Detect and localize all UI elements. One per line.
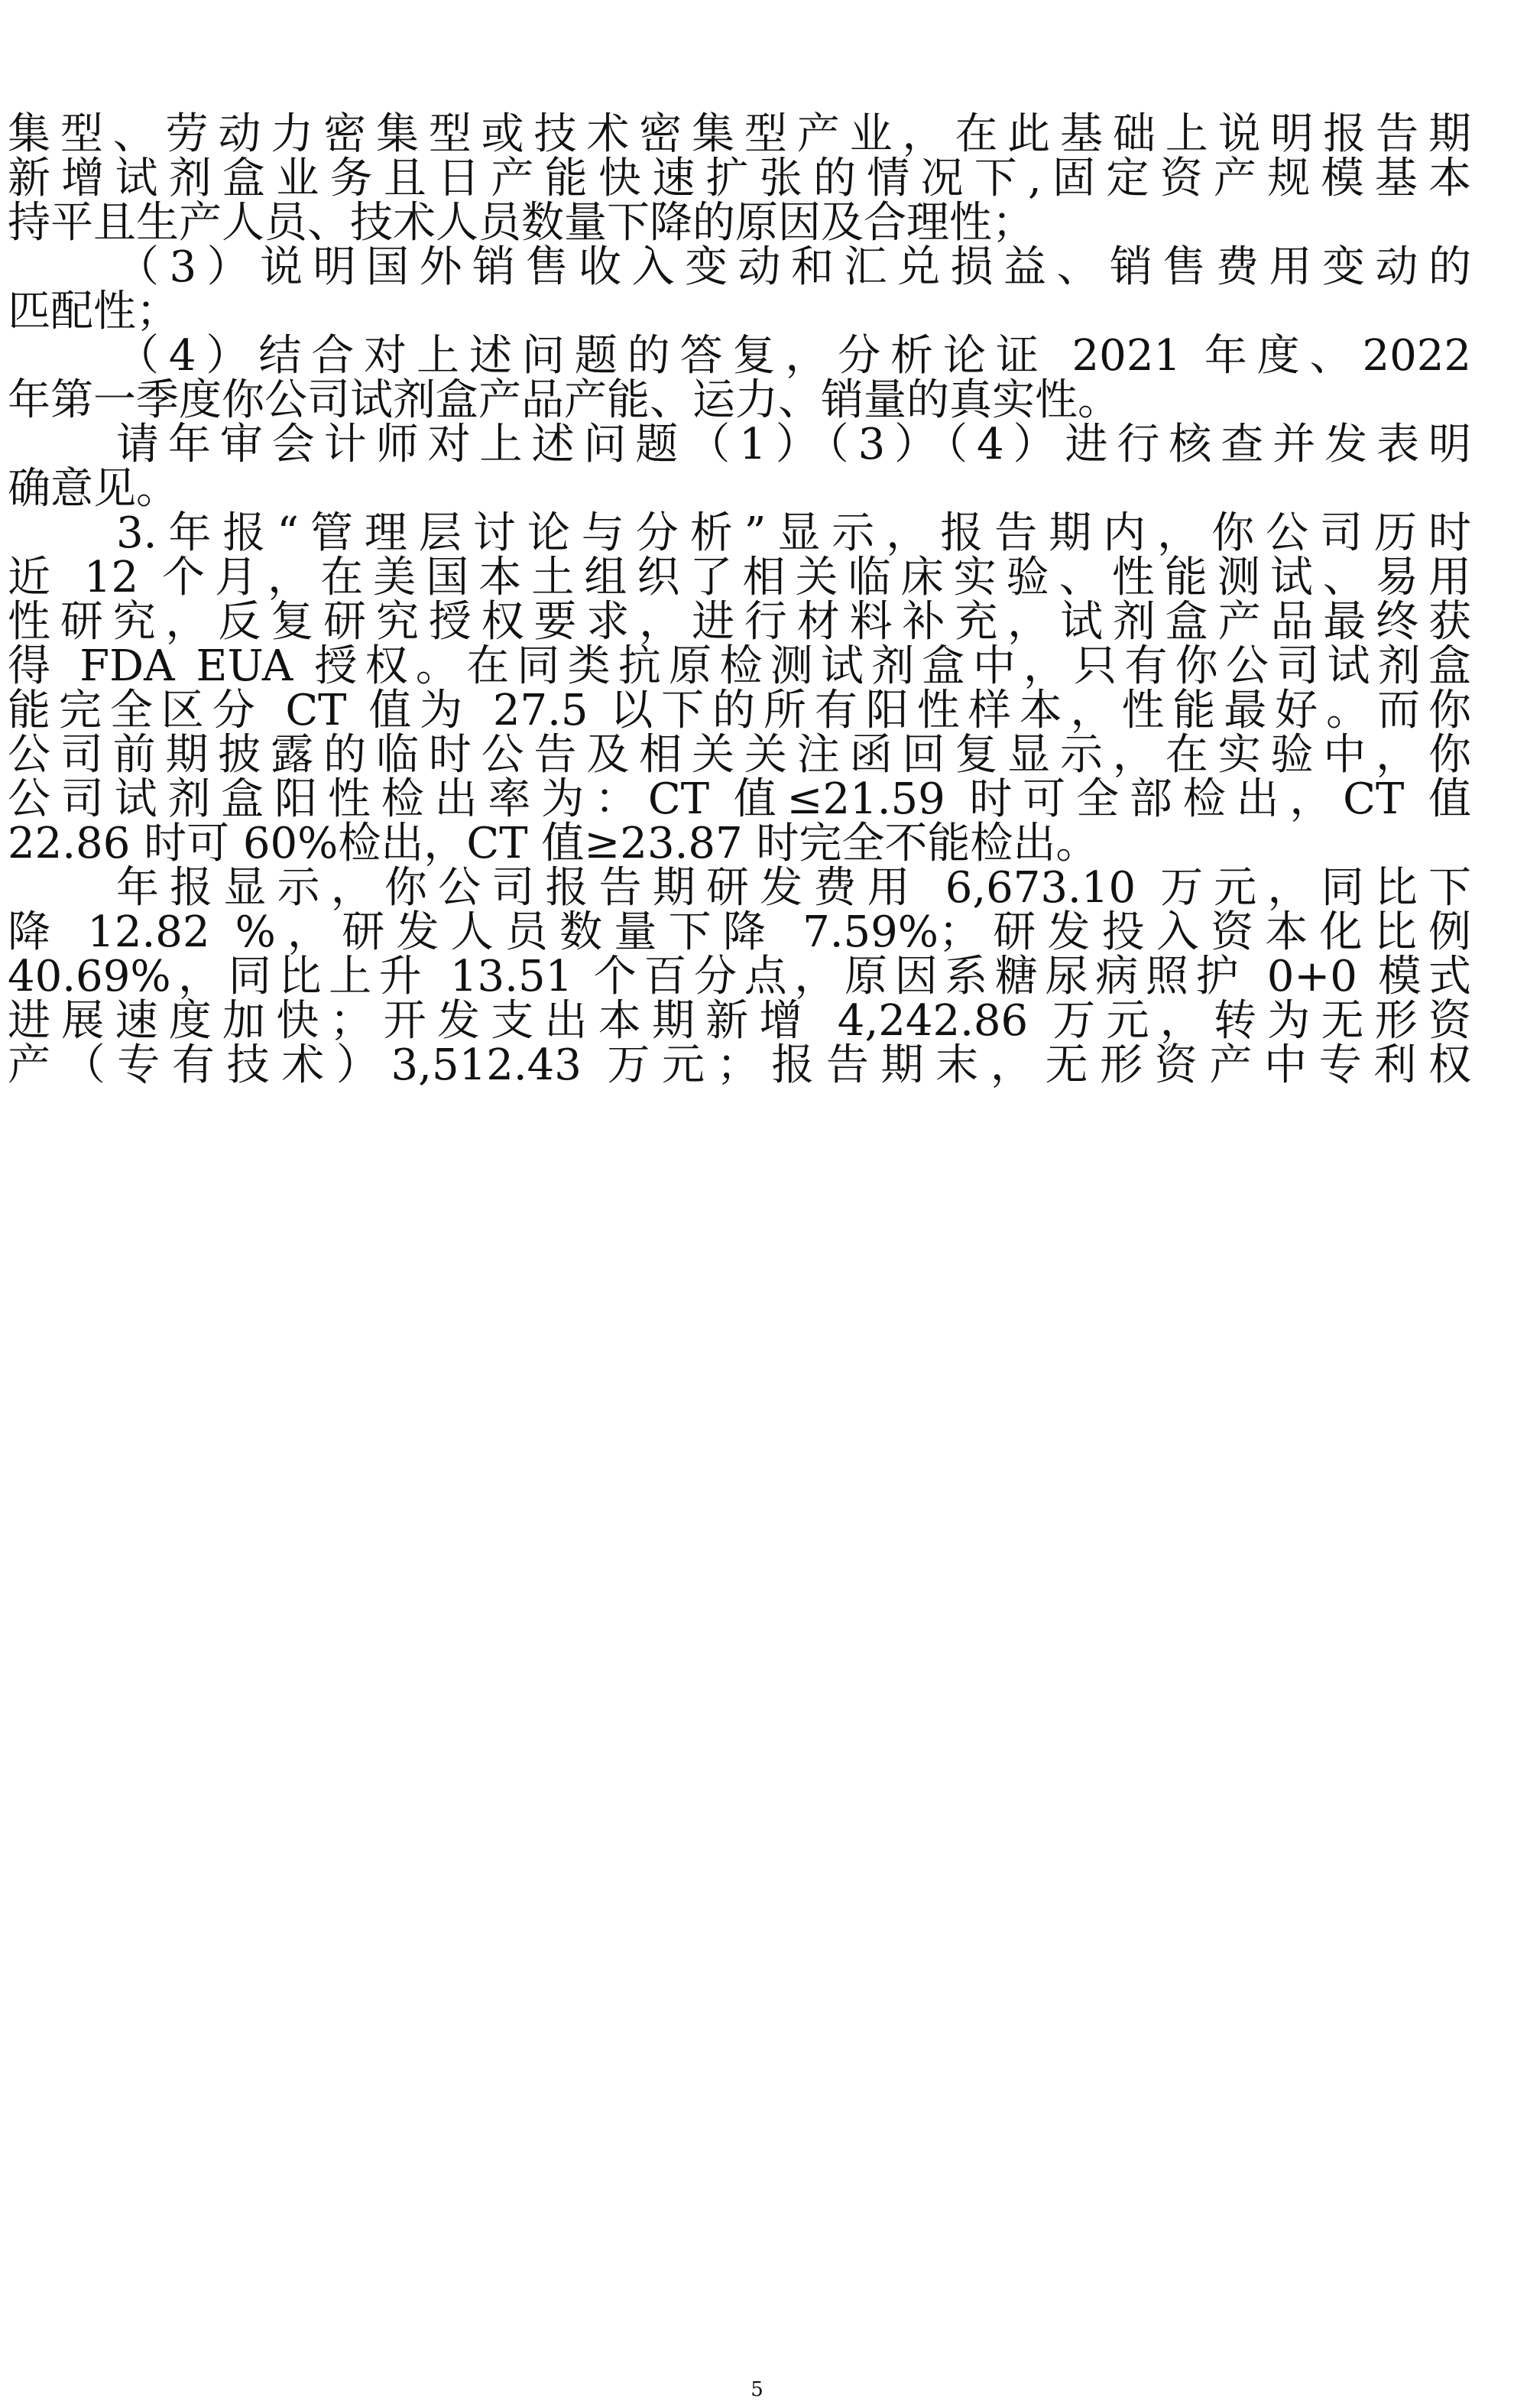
text-line: 产（专有技术）3,512.43 万元；报告期末，无形资产中专利权 <box>8 1040 1471 1090</box>
text-line: 集型、劳动力密集型或技术密集型产业，在此基础上说明报告期 <box>8 109 1471 159</box>
text-line: 进展速度加快；开发支出本期新增 4,242.86 万元，转为无形资 <box>8 996 1471 1046</box>
text-line: 请年审会计师对上述问题（1）（3）（4）进行核查并发表明 <box>116 420 1471 469</box>
text-line: 3.年报“管理层讨论与分析”显示，报告期内，你公司历时 <box>116 508 1471 558</box>
text-line: 22.86 时可 60%检出，CT 值≥23.87 时完全不能检出。 <box>8 819 1099 868</box>
text-line: 公司前期披露的临时公告及相关关注函回复显示，在实验中，你 <box>8 730 1471 780</box>
text-line: 性研究，反复研究授权要求，进行材料补充，试剂盒产品最终获 <box>8 597 1471 647</box>
text-line: 公司试剂盒阳性检出率为：CT 值≤21.59 时可全部检出，CT 值 <box>8 774 1471 824</box>
text-line: 降 12.82 %，研发人员数量下降 7.59%；研发投入资本化比例 <box>8 907 1471 957</box>
text-line: 40.69%，同比上升 13.51 个百分点，原因系糖尿病照护 0+0 模式 <box>8 952 1471 1001</box>
text-line: 确意见。 <box>8 464 179 514</box>
text-line: 持平且生产人员、技术人员数量下降的原因及合理性； <box>8 198 1035 248</box>
text-line: 近 12 个月，在美国本土组织了相关临床实验、性能测试、易用 <box>8 553 1471 602</box>
text-line: （3）说明国外销售收入变动和汇兑损益、销售费用变动的 <box>116 242 1471 292</box>
text-line: 新增试剂盒业务且日产能快速扩张的情况下,固定资产规模基本 <box>8 154 1471 203</box>
text-line: 得 FDA EUA 授权。在同类抗原检测试剂盒中，只有你公司试剂盒 <box>8 641 1471 691</box>
text-line: （4）结合对上述问题的答复，分析论证 2021 年度、2022 <box>116 331 1471 381</box>
text-line: 能完全区分 CT 值为 27.5 以下的所有阳性样本，性能最好。而你 <box>8 686 1471 735</box>
text-line: 年报显示，你公司报告期研发费用 6,673.10 万元，同比下 <box>116 863 1471 913</box>
page-number: 5 <box>751 2378 763 2401</box>
text-line: 匹配性； <box>8 287 179 336</box>
text-line: 年第一季度你公司试剂盒产品产能、运力、销量的真实性。 <box>8 375 1120 425</box>
